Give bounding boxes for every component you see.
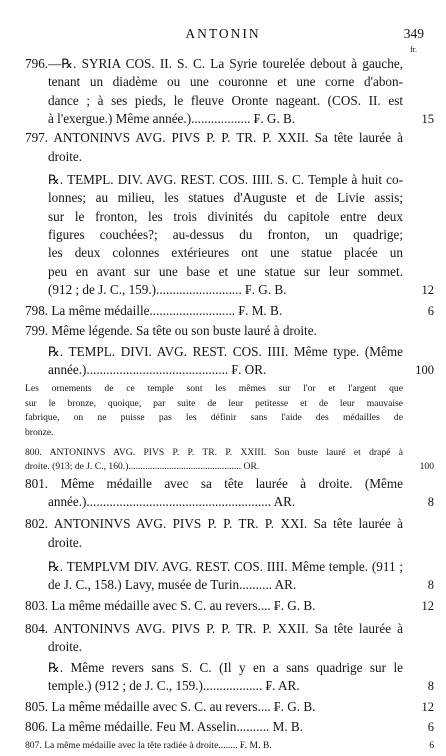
currency-unit: fr. xyxy=(410,45,417,54)
text-line: 799. Même légende. Sa tête ou son buste lauré à droite. xyxy=(25,323,317,338)
text-line: fabrique, on ne puisse pas les définir sans l'aide des médailles de xyxy=(25,412,403,423)
text-line: sur le fronton, les trois divinités du capitole entre deux xyxy=(48,209,403,224)
page-title: ANTONIN xyxy=(185,26,261,41)
text-line: bronze. xyxy=(25,427,54,438)
price-value: 12 xyxy=(421,283,434,297)
text-line: année.)........................................................ AR. xyxy=(48,494,296,509)
price-value: 8 xyxy=(427,495,434,509)
price-value: 15 xyxy=(421,112,434,126)
text-line: 796.—℞. SYRIA COS. II. S. C. La Syrie tourelée debout à gauche, xyxy=(25,56,403,71)
text-line: 807. La même médaille avec la tête radiée à droite........ ₣. M. B. xyxy=(25,740,272,751)
text-line: 803. La même médaille avec S. C. au revers.... ₣. G. B. xyxy=(25,598,316,613)
text-line: ℞. TEMPL. DIV. AVG. REST. COS. IIII. S. C. Temple à huit co- xyxy=(48,172,403,187)
page-number: 349 xyxy=(403,26,424,41)
text-line: Les ornements de ce temple sont les mêmes sur l'or et l'argent que xyxy=(25,383,403,394)
price-value: 100 xyxy=(415,363,434,377)
price-value: 100 xyxy=(419,461,434,472)
text-line: lonnes; au milieu, les statues d'Auguste et de Livie assis; xyxy=(48,190,403,205)
text-line: année.)........................................... ₣. OR. xyxy=(48,362,267,377)
text-line: peu en avant sur une base et une statue sur leur sommet. xyxy=(48,264,403,279)
price-value: 12 xyxy=(421,700,434,714)
text-line: dance ; à ses pieds, le fleuve Oronte nageant. (COS. II. est xyxy=(48,93,403,108)
text-line: 806. La même médaille. Feu M. Asselin.......... M. B. xyxy=(25,719,304,734)
text-line: 801. Même médaille avec sa tête laurée à droite. (Même xyxy=(25,476,403,491)
text-line: les deux colonnes extérieures ont une statue placée un xyxy=(48,245,403,260)
price-value: 6 xyxy=(429,740,434,751)
text-line: tenant un diadème ou une couronne et une corne d'abon- xyxy=(48,74,403,89)
text-line: 802. ANTONINVS AVG. PIVS P. P. TR. P. XXI. Sa tête laurée à xyxy=(25,516,403,531)
text-line: droite. xyxy=(48,149,83,164)
text-line: droite. xyxy=(48,639,83,654)
price-value: 8 xyxy=(427,578,434,592)
text-line: de J. C., 158.) Lavy, musée de Turin.......... AR. xyxy=(48,577,297,592)
text-line: sur le bronze, quoique, par suite de leur petitesse et de leur mauvaise xyxy=(25,398,403,409)
text-line: ℞. Même revers sans S. C. (Il y en a sans quadrige sur le xyxy=(48,660,403,675)
text-line: (912 ; de J. C., 159.).......................... ₣. G. B. xyxy=(48,282,287,297)
text-line: 797. ANTONINVS AVG. PIVS P. P. TR. P. XXII. Sa tête laurée à xyxy=(25,130,403,145)
text-line: à l'exergue.) Même année.).................. ₣. G. B. xyxy=(48,111,296,126)
text-line: 805. La même médaille avec S. C. au revers.... ₣. G. B. xyxy=(25,699,316,714)
text-line: droite. (913; de J. C., 160.)............................................... OR. xyxy=(25,461,260,472)
text-line: temple.) (912 ; de J. C., 159.).................. ₣. AR. xyxy=(48,678,300,693)
text-line: 804. ANTONINVS AVG. PIVS P. P. TR. P. XXII. Sa tête laurée à xyxy=(25,621,403,636)
price-value: 12 xyxy=(421,599,434,613)
price-value: 6 xyxy=(427,720,434,734)
text-line: droite. xyxy=(48,535,83,550)
price-value: 8 xyxy=(427,679,434,693)
text-line: figures couchées?; au-dessus du fronton, un quadrige; xyxy=(48,227,403,242)
price-value: 6 xyxy=(427,304,434,318)
text-line: ℞. TEMPLVM DIV. AVG. REST. COS. IIII. Même temple. (911 ; xyxy=(48,559,403,574)
text-line: 798. La même médaille.......................... ₣. M. B. xyxy=(25,303,283,318)
text-line: ℞. TEMPL. DIVI. AVG. REST. COS. IIII. Même type. (Même xyxy=(48,344,403,359)
text-line: 800. ANTONINVS AVG. PIVS P. P. TR. P. XXIII. Son buste lauré et drapé à xyxy=(25,447,403,458)
